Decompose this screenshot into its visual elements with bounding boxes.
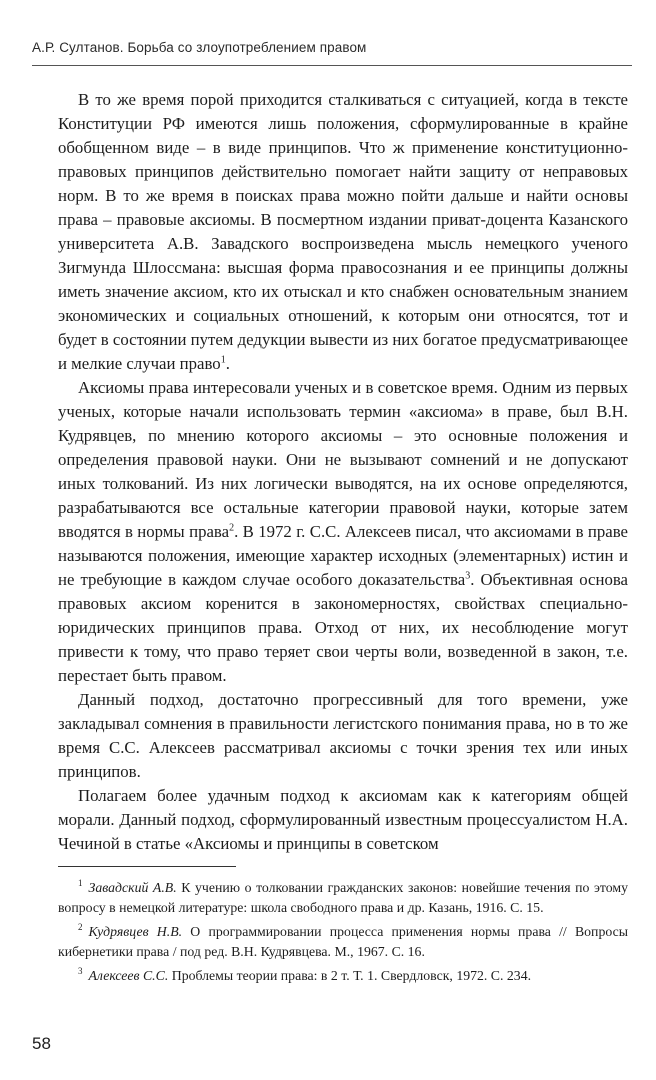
footnote-ref-3[interactable]: 3 xyxy=(465,570,471,582)
footnote-text: К учению о толковании гражданских законов: новейшие течения по этому вопросу в немецкой литературе: школа свободного права и др. Казань, 1916. С. 15. xyxy=(58,880,628,915)
paragraph-text: Аксиомы права интересовали ученых и в советское время. Одним из первых ученых, которые начали использовать термин «аксиома» в праве, был В.Н. Кудрявцев, по мнению которого аксиомы – это основные положения и определения правовой науки. Они не вызывают сомнений и не допускают иных толкований. Из них логически выводятся, на их основе определяются, разрабатываются все остальные категории правовой науки, которые затем вводятся в нормы права xyxy=(58,378,628,541)
footnote-author: Кудрявцев Н.В. xyxy=(88,924,183,939)
footnote-2 xyxy=(58,922,628,962)
paragraph-text: . Объективная основа правовых аксиом коренится в закономерностях, свойствах специально-юридических принципов права. Отход от них, их несоблюдение могут привести к тому, что право теряет свои черты воли, возведенной в закон, т.е. перестает быть правом. xyxy=(58,570,628,685)
footnote-divider xyxy=(58,866,236,867)
footnotes xyxy=(58,878,628,990)
page-number: 58 xyxy=(32,1034,51,1053)
footnote-author: Завадский А.В. xyxy=(88,880,177,895)
footnote-number: 1 xyxy=(78,878,83,889)
footnote-text: Проблемы теории права: в 2 т. Т. 1. Свердловск, 1972. С. 234. xyxy=(168,968,532,983)
footnote-number: 3 xyxy=(78,966,83,977)
paragraph-text: . В 1972 г. С.С. Алексеев писал, что аксиомами в праве называются положения, имеющие характер исходных (элементарных) истин и не требующие в каждом случае особого доказательства xyxy=(58,522,629,589)
paragraph-2 xyxy=(58,376,628,688)
paragraph-3: Данный подход, достаточно прогрессивный для того времени, уже закладывал сомнения в правильности легистского понимания права, но в то же время С.С. Алексеев рассматривал аксиомы с точки зрения тех или иных принципов. xyxy=(58,690,628,781)
running-header: А.Р. Султанов. Борьба со злоупотреблением правом xyxy=(32,40,367,55)
footnote-ref-2[interactable]: 2 xyxy=(229,522,235,534)
footnote-number: 2 xyxy=(78,922,83,933)
main-text xyxy=(58,88,628,856)
paragraph-1 xyxy=(58,88,628,376)
footnote-ref-1[interactable]: 1 xyxy=(220,354,226,366)
footnote-author: Алексеев С.С. xyxy=(88,968,169,983)
paragraph-text: . xyxy=(225,354,230,373)
paragraph-4: Полагаем более удачным подход к аксиомам как к категориям общей морали. Данный подход, сформулированный известным процессуалистом Н.А. Чечиной в статье «Аксиомы и принципы в советском xyxy=(58,786,628,853)
footnote-1 xyxy=(58,878,628,918)
footnote-text: О программировании процесса применения нормы права // Вопросы кибернетики права / под ред. В.Н. Кудрявцева. М., 1967. С. 16. xyxy=(58,924,628,959)
footnote-3 xyxy=(58,966,628,986)
paragraph-text: В то же время порой приходится сталкиваться с ситуацией, когда в тексте Конституции РФ имеются лишь положения, сформулированные в крайне обобщенном виде – в виде принципов. Что ж применение конституционно-правовых принципов действительно помогает найти защиту от неправовых норм. В то же время в поисках права можно пойти дальше и найти основы права – правовые аксиомы. В посмертном издании приват-доцента Казанского университета А.В. Завадского воспроизведена мысль немецкого ученого Зигмунда Шлоссмана: высшая форма правосознания и ее принципы должны иметь значение аксиом, кто их отыскал и кто снабжен основательным знанием экономических и социальных отношений, к которым они относятся, тот и будет в состоянии путем дедукции вывести из них богатое предусматривающее и мелкие случаи право xyxy=(58,90,628,373)
header-divider xyxy=(32,65,632,66)
